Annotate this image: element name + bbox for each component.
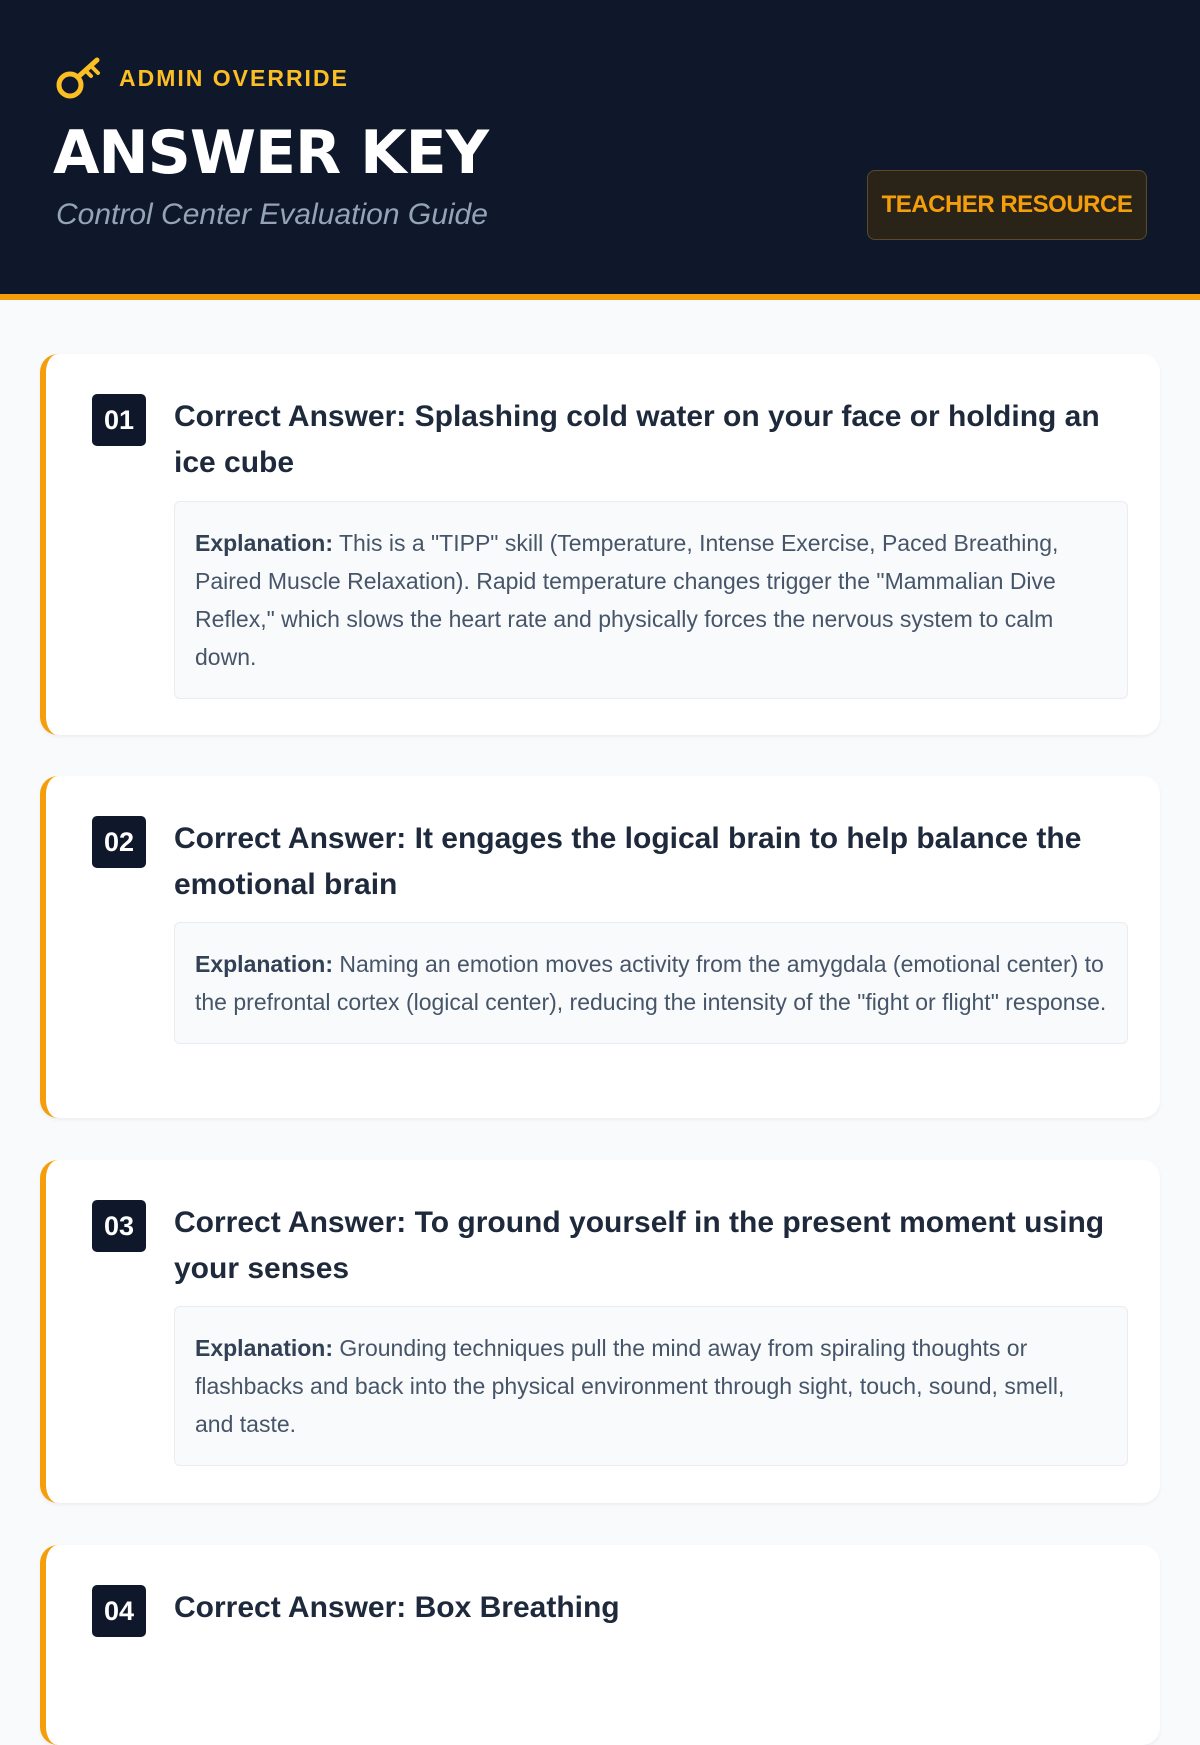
admin-override-badge bbox=[55, 54, 349, 102]
correct-answer: Correct Answer: Box Breathing bbox=[174, 1591, 620, 1624]
teacher-resource-button[interactable]: TEACHER RESOURCE bbox=[867, 170, 1147, 240]
key-icon bbox=[55, 54, 105, 102]
page-subtitle: Control Center Evaluation Guide bbox=[56, 198, 488, 231]
question-number: 03 bbox=[92, 1200, 146, 1252]
explanation-text: This is a "TIPP" skill (Temperature, Intense Exercise, Paced Breathing, Paired Muscle Relaxation). Rapid temperature changes trigger the "Mammalian Dive Reflex," which slows the heart rate and physically forces the nervous system to calm down. bbox=[195, 530, 1059, 670]
correct-answer: Correct Answer: To ground yourself in the present moment using your senses bbox=[174, 1206, 1105, 1285]
explanation-label: Explanation: bbox=[195, 951, 334, 977]
answer-card bbox=[40, 776, 1160, 1118]
explanation-label: Explanation: bbox=[195, 1335, 334, 1361]
correct-answer: Correct Answer: Splashing cold water on your face or holding an ice cube bbox=[174, 400, 1100, 479]
explanation-box bbox=[174, 922, 1128, 1044]
answer-card bbox=[40, 1160, 1160, 1503]
badge-label: ADMIN OVERRIDE bbox=[119, 64, 349, 91]
explanation-text: Naming an emotion moves activity from the amygdala (emotional center) to the prefrontal cortex (logical center), reducing the intensity of the "fight or flight" response. bbox=[195, 951, 1107, 1015]
page-header bbox=[0, 0, 1200, 300]
explanation-box bbox=[174, 1306, 1128, 1466]
page-title: ANSWER KEY bbox=[53, 118, 489, 188]
question-number: 02 bbox=[92, 816, 146, 868]
explanation-label: Explanation: bbox=[195, 530, 334, 556]
question-number: 01 bbox=[92, 394, 146, 446]
correct-answer: Correct Answer: It engages the logical brain to help balance the emotional brain bbox=[174, 822, 1082, 901]
answer-card bbox=[40, 354, 1160, 735]
explanation-box bbox=[174, 501, 1128, 699]
explanation-text: Grounding techniques pull the mind away from spiraling thoughts or flashbacks and back into the physical environment through sight, touch, sound, smell, and taste. bbox=[195, 1335, 1065, 1437]
question-number: 04 bbox=[92, 1585, 146, 1637]
answer-card bbox=[40, 1545, 1160, 1745]
